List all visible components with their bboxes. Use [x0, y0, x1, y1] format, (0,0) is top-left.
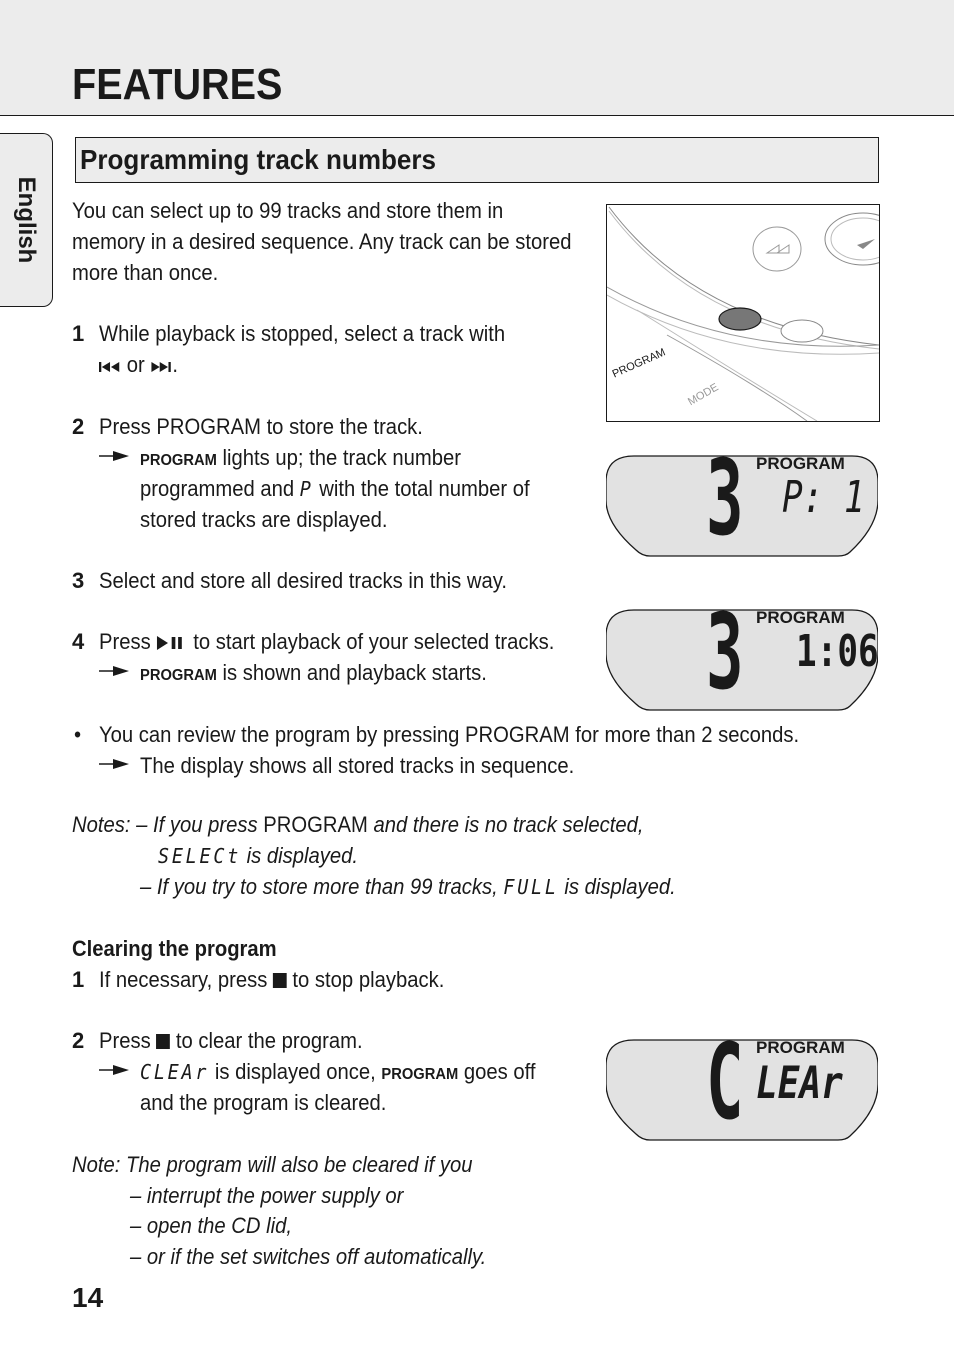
notes-line-2 — [158, 840, 358, 872]
lcd-display-1 — [606, 437, 878, 559]
note2-line-3: – open the CD lid, — [130, 1213, 293, 1238]
result-arrow-icon — [99, 750, 131, 781]
clearing-heading: Clearing the program — [72, 936, 277, 961]
skip-button — [753, 227, 801, 271]
step-2-result-line-2 — [140, 473, 530, 505]
clear-step-2 — [99, 1025, 363, 1056]
note2-line-1: Note: The program will also be cleared if you — [72, 1152, 473, 1177]
step-number: 3 — [72, 568, 85, 593]
intro-line-3: more than once. — [72, 260, 219, 285]
program-indicator-text: PROGRAM — [140, 452, 217, 469]
page-number: 14 — [72, 1282, 104, 1313]
lcd-big-digit: 3 — [706, 437, 744, 559]
step-2-result-line-3: stored tracks are displayed. — [140, 507, 388, 532]
result-arrow-icon — [99, 1056, 131, 1087]
clear-2-pre: Press — [99, 1028, 151, 1053]
clear-step-1 — [99, 964, 444, 995]
clear-2-post: to clear the program. — [175, 1028, 363, 1053]
page-header — [0, 0, 954, 116]
note2-line-2: – interrupt the power supply or — [130, 1183, 404, 1208]
lcd-text: LEAr — [756, 1058, 843, 1109]
play-pause-icon — [156, 628, 187, 659]
step-1-text: While playback is stopped, select a track with — [99, 321, 506, 346]
step-2-result-line-1 — [140, 442, 461, 476]
notes-line-3 — [140, 871, 676, 903]
step-4-pre: Press — [99, 629, 151, 654]
lcd-p-glyph: P — [299, 477, 314, 501]
step-2-result-b-pre: programmed and — [140, 476, 295, 501]
step-4-text — [99, 626, 554, 659]
notes-2a: – If you try to store more than 99 tracks, — [140, 874, 498, 899]
notes-1d: is displayed. — [246, 843, 359, 868]
notes-1c: and there is no track selected, — [373, 812, 644, 837]
clear-1-pre: If necessary, press — [99, 967, 268, 992]
intro-line-2: memory in a desired sequence. Any track can be stored — [72, 229, 572, 254]
lcd-text: 1:06 — [796, 626, 879, 677]
lcd-select-text: SELECt — [158, 844, 242, 868]
program-indicator-text: PROGRAM — [381, 1066, 459, 1083]
mode-button — [781, 320, 823, 342]
step-4-result — [140, 657, 487, 691]
step-2-result-a: lights up; the track number — [222, 445, 462, 470]
lcd-program-label: PROGRAM — [756, 608, 845, 627]
notes-1b: PROGRAM — [263, 812, 368, 837]
clear-result-line-1 — [140, 1056, 536, 1090]
lcd-clear-text: CLEAr — [140, 1060, 210, 1084]
language-tab-label: English — [13, 176, 40, 264]
bullet-result: The display shows all stored tracks in sequence. — [140, 753, 575, 778]
program-button — [719, 308, 761, 330]
intro-line-1: You can select up to 99 tracks and store them in — [72, 198, 504, 223]
stop-icon — [273, 973, 287, 988]
play-button — [825, 213, 879, 265]
notes-line-1 — [72, 809, 644, 840]
program-button-label: PROGRAM — [610, 346, 668, 381]
lcd-program-label: PROGRAM — [756, 1038, 845, 1057]
step-4-result-text: is shown and playback starts. — [222, 660, 487, 685]
clear-result-line-2: and the program is cleared. — [140, 1090, 387, 1115]
section-title: Programming track numbers — [80, 144, 436, 175]
result-arrow-icon — [99, 657, 131, 688]
period-text: . — [172, 352, 179, 377]
lcd-big-letter: C — [706, 1021, 744, 1143]
step-1-line-2 — [99, 349, 178, 382]
step-number: 4 — [72, 629, 85, 654]
lcd-program-label: PROGRAM — [756, 454, 845, 473]
step-3-text: Select and store all desired tracks in this way. — [99, 568, 507, 593]
notes-2b: is displayed. — [564, 874, 676, 899]
lcd-big-digit: 3 — [706, 591, 744, 713]
stop-icon — [156, 1034, 170, 1049]
result-arrow-icon — [99, 442, 131, 473]
notes-1a: Notes: – If you press — [72, 812, 258, 837]
step-4-post: to start playback of your selected tracks. — [193, 629, 555, 654]
clear-1-post: to stop playback. — [292, 967, 445, 992]
or-text: or — [126, 352, 145, 377]
step-number: 2 — [72, 414, 85, 439]
bullet-symbol: • — [74, 722, 82, 747]
step-number: 1 — [72, 321, 85, 346]
lcd-text: P: 1 — [782, 472, 865, 523]
lcd-display-2 — [606, 591, 879, 713]
step-number: 1 — [72, 967, 85, 992]
clear-result-b: goes off — [463, 1059, 536, 1084]
page-title: FEATURES — [72, 60, 283, 109]
mode-button-label: MODE — [686, 381, 721, 409]
step-2-result-b-post: with the total number of — [319, 476, 530, 501]
section-header — [75, 137, 879, 183]
previous-track-icon — [99, 351, 121, 382]
note2-line-4: – or if the set switches off automatically. — [130, 1244, 487, 1269]
lcd-display-3 — [606, 1021, 878, 1143]
next-track-icon — [150, 351, 172, 382]
lcd-full-text: FULL — [503, 875, 559, 899]
step-2-text: Press PROGRAM to store the track. — [99, 414, 423, 439]
bullet-text: You can review the program by pressing PROGRAM for more than 2 seconds. — [99, 722, 800, 747]
step-number: 2 — [72, 1028, 85, 1053]
program-indicator-text: PROGRAM — [140, 667, 217, 684]
clear-result-a: is displayed once, — [214, 1059, 376, 1084]
device-illustration — [606, 204, 880, 422]
